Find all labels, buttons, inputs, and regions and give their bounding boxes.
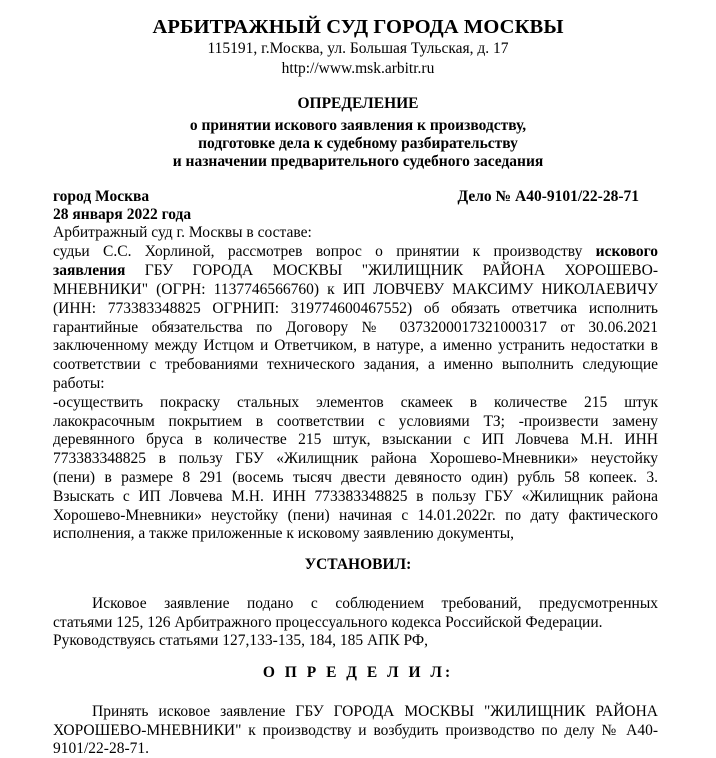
paragraph-2-line: деревянного бруса в количестве 215 штук, взыскании с ИП Ловчева М.Н. ИНН	[53, 431, 658, 448]
title-line-3: и назначении предварительного судебного заседания	[172, 153, 544, 170]
paragraph-1-line: МНЕВНИКИ" (ОГРН: 1137746566760) к ИП ЛОВЧЕВУ МАКСИМУ НИКОЛАЕВИЧУ	[53, 281, 658, 298]
established-line: Исковое заявление подано с соблюдением требований, предусмотренных	[92, 595, 658, 612]
document-title: ОПРЕДЕЛЕНИЕ	[297, 95, 419, 112]
decided-line: Принять исковое заявление ГБУ ГОРОДА МОСКВЫ "ЖИЛИЩНИК РАЙОНА	[92, 703, 658, 720]
paragraph-2-line: (пени) в размере 8 291 (восемь тысяч двести девяносто один) рубль 58 копеек. 3.	[53, 469, 658, 486]
paragraph-1-line: судьи С.С. Хорлиной, рассмотрев вопрос о принятии к производству искового	[53, 243, 658, 260]
established-line: статьями 125, 126 Арбитражного процессуального кодекса Российской Федерации.	[53, 614, 603, 631]
decided-heading: О П Р Е Д Е Л И Л:	[262, 664, 454, 681]
decided-line: ХОРОШЕВО-МНЕВНИКИ" к производству и возбудить производство по делу № А40-	[53, 722, 658, 739]
case-number: Дело № А40-9101/22-28-71	[457, 188, 639, 205]
paragraph-1-line: (ИНН: 773383348825 ОГРНИП: 319774600467552) об обязать ответчика исполнить	[53, 300, 658, 317]
paragraph-1-line: работы:	[53, 375, 105, 392]
title-line-1: о принятии искового заявления к производству,	[189, 117, 527, 134]
paragraph-1-line: гарантийные обязательства по Договору № 0373200017321000317 от 30.06.2021	[53, 319, 658, 336]
paragraph-1-line: заключенному между Истцом и Ответчиком, в натуре, а именно устранить недостатки в	[53, 337, 658, 354]
intro-line: Арбитражный суд г. Москвы в составе:	[53, 224, 312, 241]
paragraph-2-line: Взыскать с ИП Ловчева М.Н. ИНН 773383348825 в пользу ГБУ «Жилищник района	[53, 488, 658, 505]
document-date: 28 января 2022 года	[53, 206, 192, 223]
city: город Москва	[53, 188, 150, 205]
court-address: 115191, г.Москва, ул. Большая Тульская, д. 17	[207, 40, 509, 57]
paragraph-2-line: -осуществить покраску стальных элементов скамеек в количестве 215 штук	[53, 394, 658, 411]
decided-line: 9101/22-28-71.	[53, 740, 150, 757]
title-line-2: подготовке дела к судебному разбирательству	[198, 135, 518, 152]
paragraph-2-line: лакокрасочным покрытием в соответствии с условиями ТЗ; -произвести замену	[53, 413, 658, 430]
paragraph-1-line: заявления ГБУ ГОРОДА МОСКВЫ "ЖИЛИЩНИК РАЙОНА ХОРОШЕВО-	[53, 262, 658, 279]
paragraph-2-line: Хорошево-Мневники» неустойку (пени) начиная с 14.01.2022г. по дату фактического	[53, 507, 658, 524]
court-name: АРБИТРАЖНЫЙ СУД ГОРОДА МОСКВЫ	[152, 16, 564, 38]
established-heading: УСТАНОВИЛ:	[304, 556, 412, 573]
paragraph-2-line: исполнения, а также приложенные к исковому заявлению документы,	[53, 525, 514, 542]
established-line: Руководствуясь статьями 127,133-135, 184, 185 АПК РФ,	[53, 632, 429, 649]
paragraph-1-line: соответствии с требованиями технического задания, а именно выполнить следующие	[53, 356, 658, 373]
court-website: http://www.msk.arbitr.ru	[281, 60, 435, 77]
paragraph-2-line: 773383348825 в пользу ГБУ «Жилищник района Хорошево-Мневники» неустойку	[53, 450, 658, 467]
